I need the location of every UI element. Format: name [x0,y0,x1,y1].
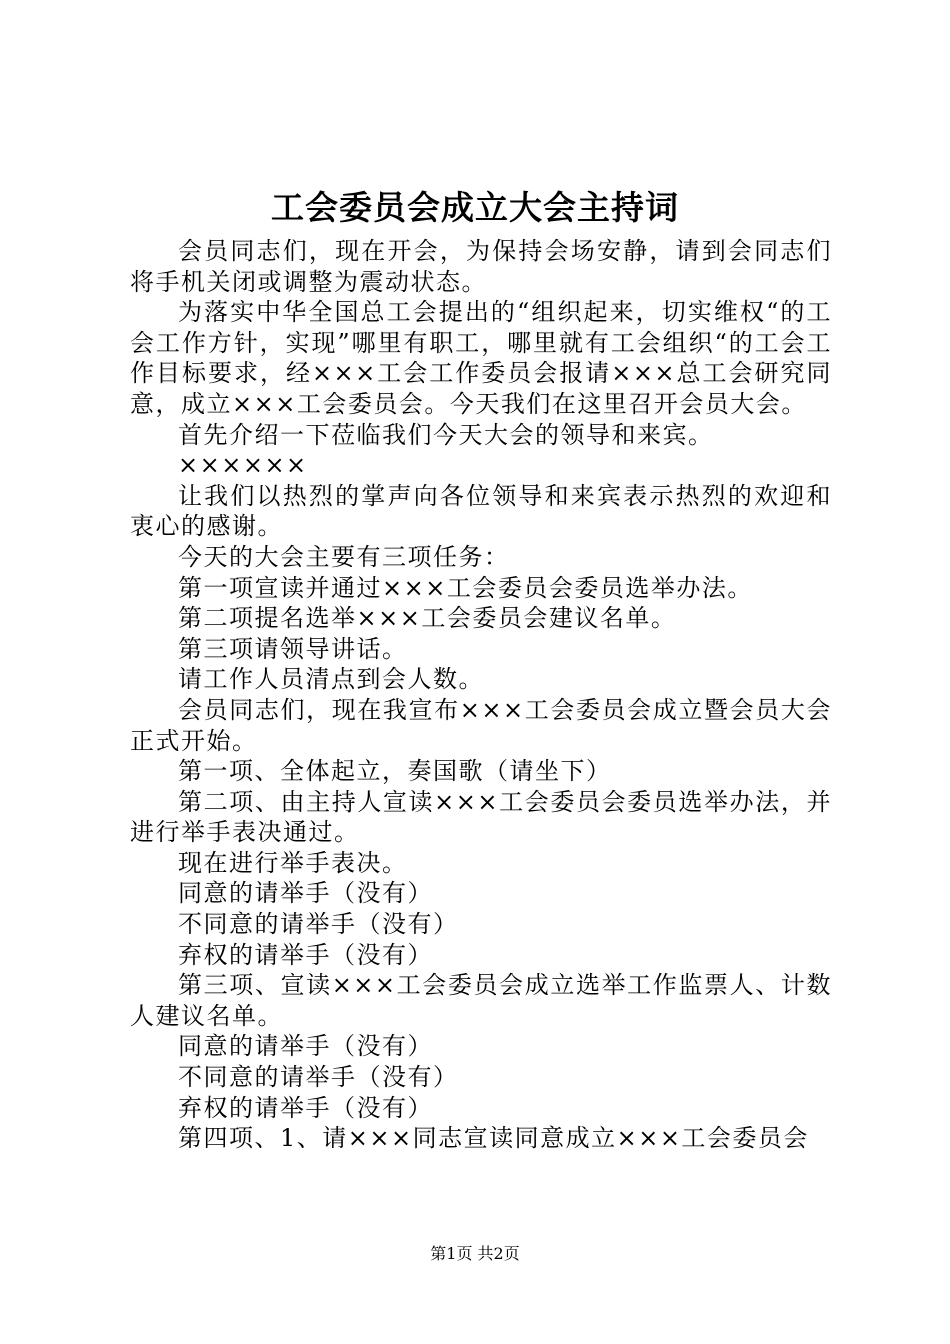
paragraph: 首先介绍一下莅临我们今天大会的领导和来宾。 [178,420,714,449]
paragraph: 第一项、全体起立，奏国歌（请坐下） [178,757,612,786]
paragraph: 第二项、由主持人宣读×××工会委员会委员选举办法，并进行举手表决通过。 [130,787,832,847]
paragraph: 不同意的请举手（没有） [178,1063,459,1092]
paragraph: 现在进行举手表决。 [178,848,408,877]
document-title: 工会委员会成立大会主持词 [271,188,679,227]
paragraph: 第一项宣读并通过×××工会委员会委员选举办法。 [178,573,753,602]
paragraph: 会员同志们，现在我宣布×××工会委员会成立暨会员大会正式开始。 [130,695,832,755]
paragraph: 今天的大会主要有三项任务： [178,542,510,571]
paragraph: 为落实中华全国总工会提出的“组织起来，切实维权“的工会工作方针，实现”哪里有职工，哪里就有工会组织“的工会工作目标要求，经×××工会工作委员会报请×××总工会研究同意，成立×××工会委员会。今天我们在这里召开会员大会。 [130,298,832,418]
paragraph: 弃权的请举手（没有） [178,1093,433,1122]
paragraph: 同意的请举手（没有） [178,879,433,908]
paragraph: 请工作人员清点到会人数。 [178,665,484,694]
paragraph: 不同意的请举手（没有） [178,910,459,939]
document-body [130,236,832,1154]
paragraph: 会员同志们，现在开会，为保持会场安静，请到会同志们将手机关闭或调整为震动状态。 [130,237,832,296]
paragraph: 第三项、宣读×××工会委员会成立选举工作监票人、计数人建议名单。 [130,971,832,1030]
paragraph: 第二项提名选举×××工会委员会建议名单。 [178,604,677,633]
page-number-footer: 第1页 共2页 [430,1244,520,1263]
paragraph: 第三项请领导讲话。 [178,634,408,663]
paragraph: 让我们以热烈的掌声向各位领导和来宾表示热烈的欢迎和衷心的感谢。 [130,481,832,541]
paragraph: 同意的请举手（没有） [178,1032,433,1061]
paragraph: 第四项、1、请×××同志宣读同意成立×××工会委员会 [178,1124,809,1153]
paragraph: ×××××× [178,451,308,480]
paragraph: 弃权的请举手（没有） [178,940,433,969]
